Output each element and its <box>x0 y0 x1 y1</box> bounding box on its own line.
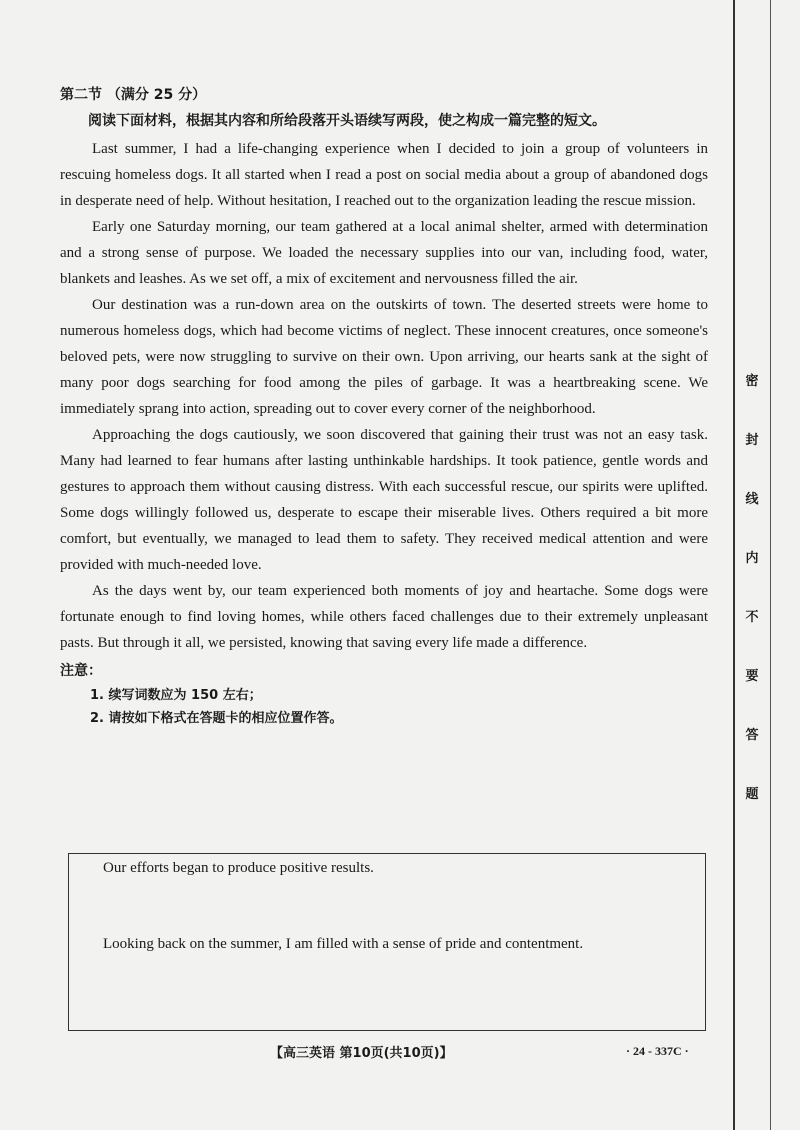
passage-paragraph: Approaching the dogs cautiously, we soon discovered that gaining their trust was not an easy task. Many had learned to fear humans after lasting unthinkable hardships. It took patience, gentle words and gestures to approach them without causing distress. With each successful rescue, our spirits were uplifted. Some dogs willingly followed us, desperate to escape their miserable lives. Others required a bit more comfort, but eventually, we managed to lead them to safety. They received medical attention and were provided with much-needed love. <box>60 427 708 573</box>
seal-char: 不 <box>745 610 759 625</box>
seal-char: 要 <box>745 669 759 684</box>
exam-code: · 24 - 337C · <box>626 1044 689 1058</box>
continuation-opening-2: Looking back on the summer, I am filled with a sense of pride and contentment. <box>103 936 584 952</box>
answer-format-box <box>68 853 706 1031</box>
seal-char: 封 <box>745 433 759 448</box>
seal-char: 内 <box>745 551 759 566</box>
passage-paragraph: Our destination was a run-down area on the outskirts of town. The deserted streets were home to numerous homeless dogs, which had become victims of neglect. These innocent creatures, once someone's beloved pets, were now struggling to survive on their own. Upon arriving, our hearts sank at the sight of many poor dogs searching for food among the piles of garbage. It was a heartbreaking scene. We immediately sprang into action, spreading out to cover every corner of the neighborhood. <box>60 297 708 417</box>
seal-char: 答 <box>745 728 759 743</box>
binding-line-outer <box>770 0 771 1130</box>
page-footer: 【高三英语 第10页(共10页)】 <box>270 1046 453 1061</box>
note-item: 1. 续写词数应为 150 左右； <box>90 688 262 703</box>
note-item: 2. 请按如下格式在答题卡的相应位置作答。 <box>90 711 343 726</box>
passage-paragraph: Early one Saturday morning, our team gathered at a local animal shelter, armed with determination and a strong sense of purpose. We loaded the necessary supplies into our van, including food, water, blankets and leashes. As we set off, a mix of excitement and nervousness filled the air. <box>60 219 708 287</box>
continuation-opening-1: Our efforts began to produce positive results. <box>103 860 374 876</box>
instruction: 阅读下面材料，根据其内容和所给段落开头语续写两段，使之构成一篇完整的短文。 <box>88 113 606 129</box>
section-title: 第二节 （满分 25 分） <box>60 87 207 103</box>
passage-paragraph: As the days went by, our team experienced both moments of joy and heartache. Some dogs were fortunate enough to find loving homes, while others faced challenges due to their extremely unpleasant pasts. But through it all, we persisted, knowing that saving every life made a difference. <box>60 583 708 651</box>
binding-line <box>733 0 735 1130</box>
seal-char: 密 <box>745 374 759 389</box>
notice-title: 注意： <box>60 663 102 679</box>
passage-paragraph: Last summer, I had a life-changing experience when I decided to join a group of volunteers in rescuing homeless dogs. It all started when I read a post on social media about a group of abandoned dogs in desperate need of help. Without hesitation, I reached out to the organization leading the rescue mission. <box>60 141 708 209</box>
seal-line-text <box>738 370 766 802</box>
seal-char: 题 <box>745 787 759 802</box>
question-content <box>60 84 708 726</box>
seal-char: 线 <box>745 492 759 507</box>
